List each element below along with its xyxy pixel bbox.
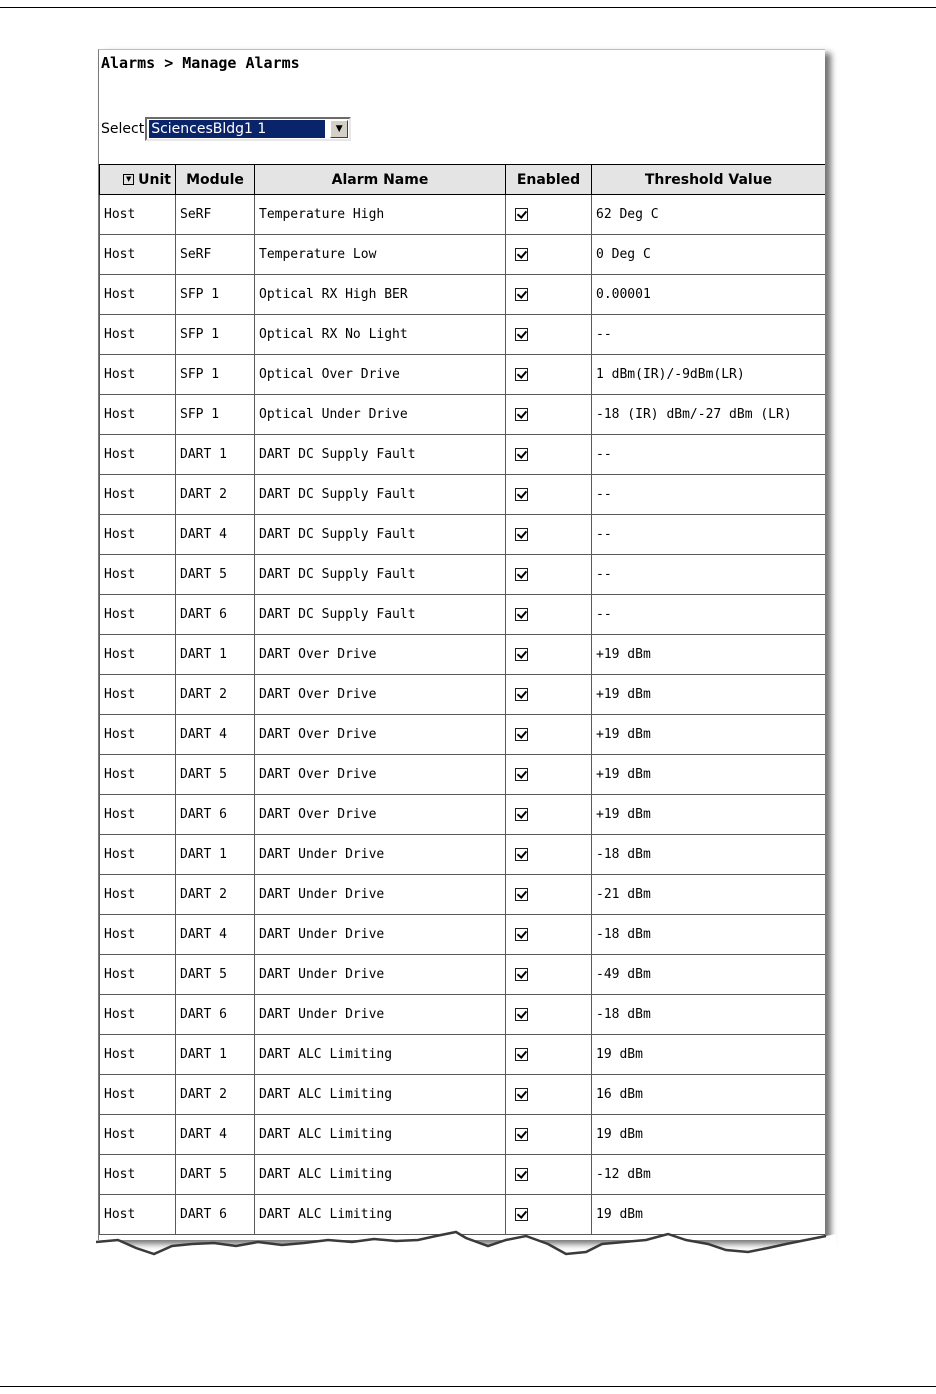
alarm-name-cell: DART DC Supply Fault	[255, 435, 506, 475]
unit-cell: Host	[100, 555, 176, 595]
enabled-cell	[506, 1195, 592, 1235]
enabled-checkbox[interactable]	[515, 568, 528, 581]
threshold-cell: +19 dBm	[592, 795, 826, 835]
unit-cell: Host	[100, 275, 176, 315]
threshold-cell: 0 Deg C	[592, 235, 826, 275]
enabled-checkbox[interactable]	[515, 208, 528, 221]
table-row[interactable]	[100, 435, 826, 475]
table-row[interactable]	[100, 195, 826, 235]
table-row[interactable]	[100, 675, 826, 715]
table-row[interactable]	[100, 915, 826, 955]
threshold-cell: +19 dBm	[592, 715, 826, 755]
table-row[interactable]	[100, 1115, 826, 1155]
table-row[interactable]	[100, 555, 826, 595]
enabled-checkbox[interactable]	[515, 648, 528, 661]
enabled-checkbox[interactable]	[515, 768, 528, 781]
table-row[interactable]	[100, 955, 826, 995]
enabled-checkbox[interactable]	[515, 1168, 528, 1181]
module-cell: DART 5	[176, 955, 255, 995]
table-row[interactable]	[100, 835, 826, 875]
threshold-cell: +19 dBm	[592, 675, 826, 715]
threshold-cell: --	[592, 475, 826, 515]
unit-cell: Host	[100, 1195, 176, 1235]
enabled-checkbox[interactable]	[515, 848, 528, 861]
table-row[interactable]	[100, 315, 826, 355]
alarm-name-cell: DART DC Supply Fault	[255, 595, 506, 635]
enabled-cell	[506, 435, 592, 475]
alarm-name-cell: DART ALC Limiting	[255, 1035, 506, 1075]
unit-cell: Host	[100, 835, 176, 875]
enabled-cell	[506, 1075, 592, 1115]
enabled-cell	[506, 875, 592, 915]
bottom-rule	[0, 1386, 936, 1387]
enabled-cell	[506, 1035, 592, 1075]
alarm-name-cell: DART ALC Limiting	[255, 1115, 506, 1155]
module-cell: DART 5	[176, 555, 255, 595]
module-cell: SFP 1	[176, 275, 255, 315]
top-rule	[0, 7, 936, 8]
alarm-name-cell: DART Under Drive	[255, 875, 506, 915]
enabled-cell	[506, 915, 592, 955]
alarm-name-cell: DART Under Drive	[255, 835, 506, 875]
enabled-checkbox[interactable]	[515, 1048, 528, 1061]
module-cell: DART 6	[176, 995, 255, 1035]
enabled-cell	[506, 315, 592, 355]
unit-cell: Host	[100, 875, 176, 915]
unit-cell: Host	[100, 755, 176, 795]
alarms-table	[99, 164, 825, 1235]
alarm-name-cell: DART Over Drive	[255, 675, 506, 715]
unit-cell: Host	[100, 235, 176, 275]
unit-cell: Host	[100, 195, 176, 235]
table-row[interactable]	[100, 1075, 826, 1115]
unit-cell: Host	[100, 995, 176, 1035]
table-row[interactable]	[100, 635, 826, 675]
enabled-cell	[506, 675, 592, 715]
unit-select-value: SciencesBldg1 1	[149, 120, 325, 138]
enabled-cell	[506, 995, 592, 1035]
table-row[interactable]	[100, 1035, 826, 1075]
module-cell: SeRF	[176, 235, 255, 275]
column-header-unit[interactable]: ▼ Unit	[100, 165, 176, 195]
threshold-cell: -18 dBm	[592, 995, 826, 1035]
chevron-down-icon[interactable]: ▼	[330, 120, 348, 138]
enabled-cell	[506, 595, 592, 635]
enabled-cell	[506, 515, 592, 555]
unit-cell: Host	[100, 355, 176, 395]
threshold-cell: -18 dBm	[592, 915, 826, 955]
unit-cell: Host	[100, 595, 176, 635]
alarm-name-cell: Temperature High	[255, 195, 506, 235]
table-row[interactable]	[100, 795, 826, 835]
unit-cell: Host	[100, 515, 176, 555]
enabled-cell	[506, 1155, 592, 1195]
enabled-checkbox[interactable]	[515, 368, 528, 381]
module-cell: DART 5	[176, 1155, 255, 1195]
unit-cell: Host	[100, 435, 176, 475]
table-row[interactable]	[100, 1155, 826, 1195]
table-row[interactable]	[100, 355, 826, 395]
enabled-checkbox[interactable]	[515, 288, 528, 301]
enabled-checkbox[interactable]	[515, 448, 528, 461]
unit-cell: Host	[100, 795, 176, 835]
threshold-cell: --	[592, 315, 826, 355]
threshold-cell: +19 dBm	[592, 755, 826, 795]
breadcrumb: Alarms > Manage Alarms	[101, 54, 300, 72]
table-row[interactable]	[100, 475, 826, 515]
enabled-cell	[506, 715, 592, 755]
enabled-checkbox[interactable]	[515, 688, 528, 701]
enabled-checkbox[interactable]	[515, 248, 528, 261]
enabled-checkbox[interactable]	[515, 528, 528, 541]
module-cell: DART 4	[176, 715, 255, 755]
alarm-name-cell: DART Under Drive	[255, 995, 506, 1035]
threshold-cell: 62 Deg C	[592, 195, 826, 235]
alarm-name-cell: DART DC Supply Fault	[255, 475, 506, 515]
enabled-checkbox[interactable]	[515, 328, 528, 341]
enabled-checkbox[interactable]	[515, 808, 528, 821]
threshold-cell: --	[592, 435, 826, 475]
threshold-cell: --	[592, 595, 826, 635]
module-cell: DART 1	[176, 435, 255, 475]
module-cell: DART 4	[176, 515, 255, 555]
module-cell: DART 1	[176, 835, 255, 875]
unit-cell: Host	[100, 1155, 176, 1195]
module-cell: SFP 1	[176, 395, 255, 435]
module-cell: DART 2	[176, 1075, 255, 1115]
module-cell: DART 6	[176, 795, 255, 835]
table-row[interactable]	[100, 875, 826, 915]
threshold-cell: 19 dBm	[592, 1035, 826, 1075]
column-header-threshold[interactable]: Threshold Value	[592, 165, 826, 195]
module-cell: DART 2	[176, 875, 255, 915]
alarm-name-cell: DART ALC Limiting	[255, 1075, 506, 1115]
unit-cell: Host	[100, 635, 176, 675]
enabled-cell	[506, 795, 592, 835]
enabled-cell	[506, 235, 592, 275]
module-cell: DART 5	[176, 755, 255, 795]
unit-cell: Host	[100, 475, 176, 515]
module-cell: DART 4	[176, 915, 255, 955]
table-row[interactable]	[100, 715, 826, 755]
enabled-cell	[506, 195, 592, 235]
enabled-checkbox[interactable]	[515, 1088, 528, 1101]
threshold-cell: -18 (IR) dBm/-27 dBm (LR)	[592, 395, 826, 435]
alarm-name-cell: Optical RX No Light	[255, 315, 506, 355]
threshold-cell: 16 dBm	[592, 1075, 826, 1115]
unit-select-dropdown[interactable]	[145, 117, 351, 141]
alarm-name-cell: DART Over Drive	[255, 755, 506, 795]
unit-cell: Host	[100, 315, 176, 355]
enabled-checkbox[interactable]	[515, 728, 528, 741]
table-row[interactable]	[100, 515, 826, 555]
alarm-name-cell: Temperature Low	[255, 235, 506, 275]
threshold-cell: --	[592, 555, 826, 595]
alarm-name-cell: DART Over Drive	[255, 715, 506, 755]
threshold-cell: +19 dBm	[592, 635, 826, 675]
alarm-name-cell: DART DC Supply Fault	[255, 555, 506, 595]
enabled-cell	[506, 395, 592, 435]
threshold-cell: 1 dBm(IR)/-9dBm(LR)	[592, 355, 826, 395]
alarm-rows	[100, 195, 826, 1235]
threshold-cell: 19 dBm	[592, 1195, 826, 1235]
manage-alarms-panel	[98, 49, 825, 1240]
unit-cell: Host	[100, 1075, 176, 1115]
enabled-cell	[506, 555, 592, 595]
enabled-checkbox[interactable]	[515, 1208, 528, 1221]
table-row[interactable]	[100, 235, 826, 275]
module-cell: DART 6	[176, 595, 255, 635]
enabled-cell	[506, 275, 592, 315]
alarm-name-cell: DART ALC Limiting	[255, 1155, 506, 1195]
unit-cell: Host	[100, 915, 176, 955]
alarm-name-cell: DART Over Drive	[255, 635, 506, 675]
sort-menu-icon[interactable]: ▼	[123, 174, 134, 185]
enabled-checkbox[interactable]	[515, 488, 528, 501]
alarm-name-cell: DART Under Drive	[255, 915, 506, 955]
alarm-name-cell: DART Under Drive	[255, 955, 506, 995]
table-row[interactable]	[100, 275, 826, 315]
enabled-cell	[506, 835, 592, 875]
module-cell: DART 2	[176, 475, 255, 515]
alarm-name-cell: DART Over Drive	[255, 795, 506, 835]
torn-page-edge	[96, 1230, 836, 1270]
enabled-checkbox[interactable]	[515, 1128, 528, 1141]
table-header-row	[100, 165, 826, 195]
alarm-name-cell: DART ALC Limiting	[255, 1195, 506, 1235]
enabled-cell	[506, 755, 592, 795]
select-label: Select	[101, 121, 145, 137]
module-cell: SeRF	[176, 195, 255, 235]
threshold-cell: -18 dBm	[592, 835, 826, 875]
table-row[interactable]	[100, 755, 826, 795]
unit-cell: Host	[100, 715, 176, 755]
unit-cell: Host	[100, 1035, 176, 1075]
unit-cell: Host	[100, 1115, 176, 1155]
alarm-name-cell: Optical Over Drive	[255, 355, 506, 395]
unit-cell: Host	[100, 675, 176, 715]
table-row[interactable]	[100, 595, 826, 635]
threshold-cell: --	[592, 515, 826, 555]
alarm-name-cell: Optical RX High BER	[255, 275, 506, 315]
table-row[interactable]	[100, 395, 826, 435]
enabled-checkbox[interactable]	[515, 408, 528, 421]
column-header-module[interactable]: Module	[176, 165, 255, 195]
enabled-cell	[506, 355, 592, 395]
enabled-checkbox[interactable]	[515, 888, 528, 901]
enabled-checkbox[interactable]	[515, 968, 528, 981]
enabled-checkbox[interactable]	[515, 608, 528, 621]
table-row[interactable]	[100, 995, 826, 1035]
enabled-checkbox[interactable]	[515, 928, 528, 941]
unit-cell: Host	[100, 395, 176, 435]
module-cell: DART 1	[176, 1035, 255, 1075]
module-cell: DART 2	[176, 675, 255, 715]
column-header-enabled[interactable]: Enabled	[506, 165, 592, 195]
module-cell: DART 6	[176, 1195, 255, 1235]
threshold-cell: -12 dBm	[592, 1155, 826, 1195]
module-cell: DART 4	[176, 1115, 255, 1155]
enabled-checkbox[interactable]	[515, 1008, 528, 1021]
unit-cell: Host	[100, 955, 176, 995]
alarm-name-cell: DART DC Supply Fault	[255, 515, 506, 555]
module-cell: DART 1	[176, 635, 255, 675]
unit-select-row	[101, 116, 351, 142]
enabled-cell	[506, 635, 592, 675]
threshold-cell: -49 dBm	[592, 955, 826, 995]
module-cell: SFP 1	[176, 315, 255, 355]
enabled-cell	[506, 475, 592, 515]
alarm-name-cell: Optical Under Drive	[255, 395, 506, 435]
threshold-cell: 0.00001	[592, 275, 826, 315]
enabled-cell	[506, 955, 592, 995]
threshold-cell: 19 dBm	[592, 1115, 826, 1155]
enabled-cell	[506, 1115, 592, 1155]
table-row[interactable]	[100, 1195, 826, 1235]
module-cell: SFP 1	[176, 355, 255, 395]
threshold-cell: -21 dBm	[592, 875, 826, 915]
column-header-alarm-name[interactable]: Alarm Name	[255, 165, 506, 195]
